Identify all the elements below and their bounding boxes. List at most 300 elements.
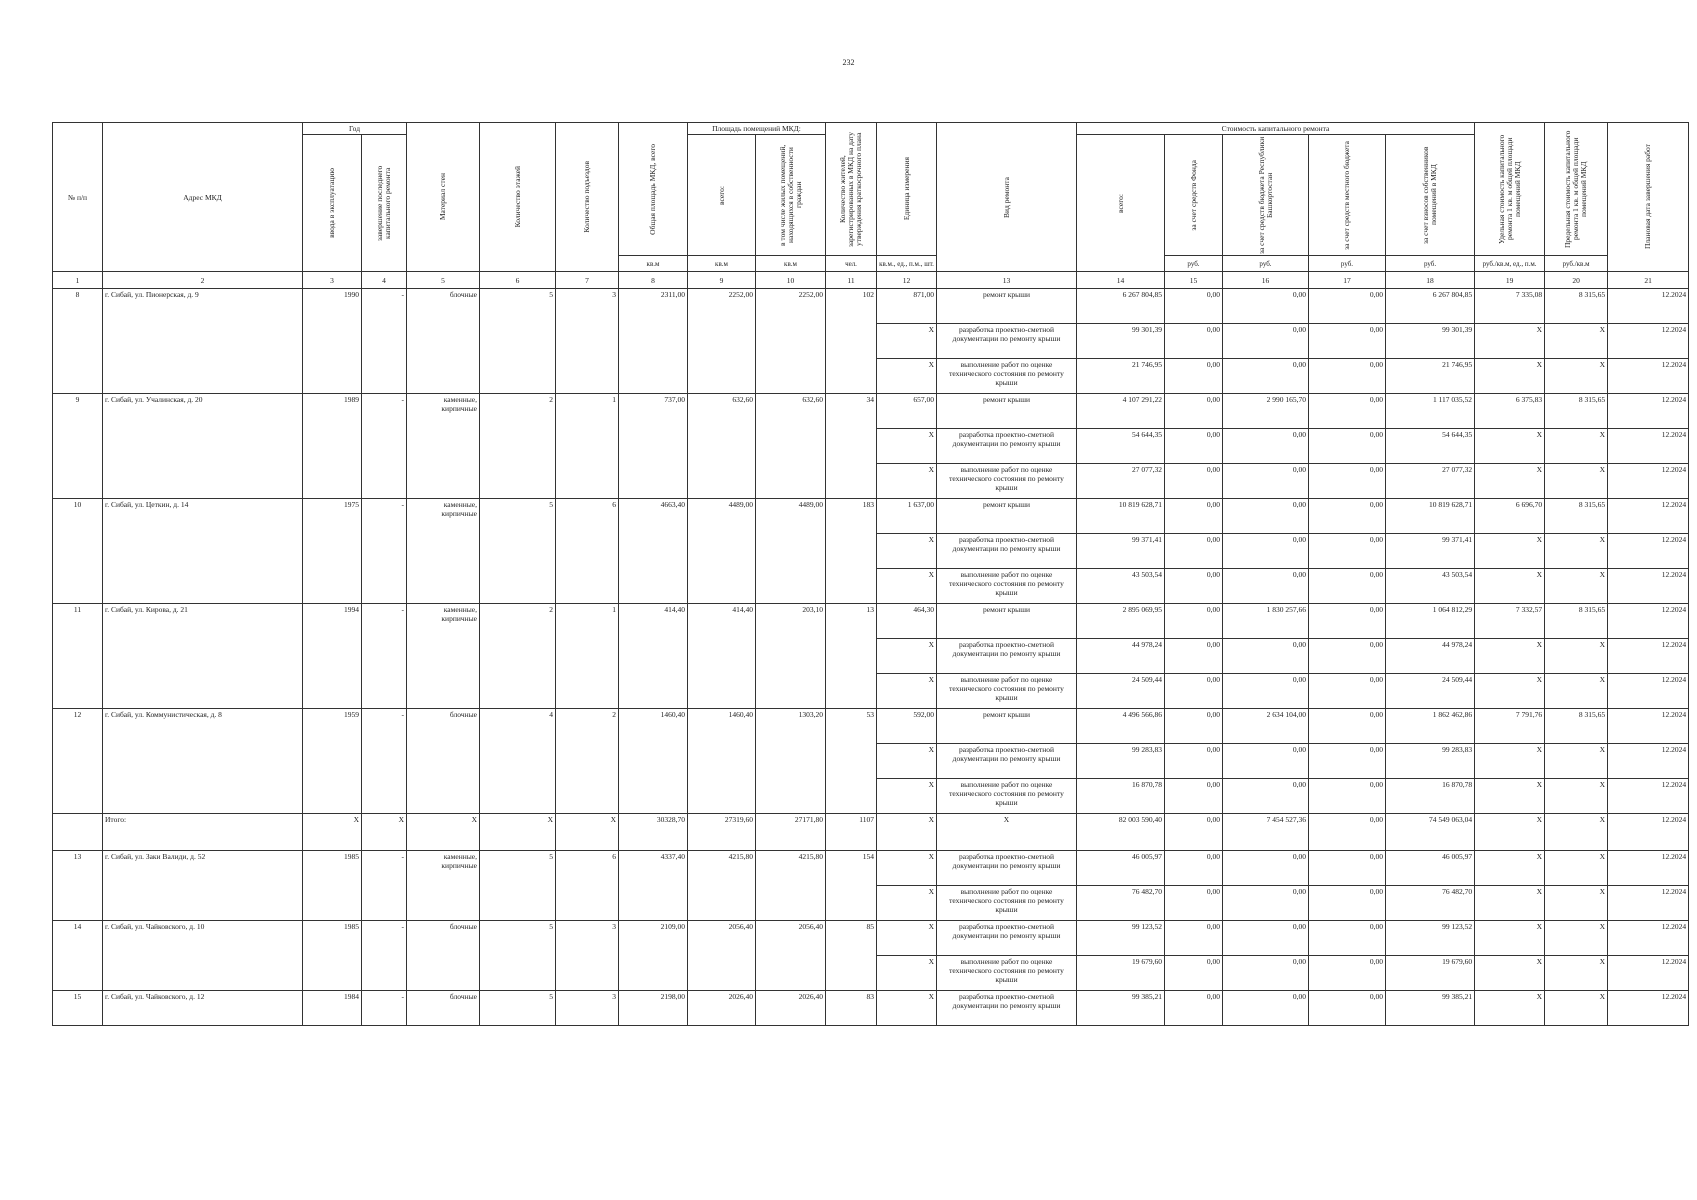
entrances-cell: 3: [556, 289, 619, 394]
cost-local-cell: 0,00: [1309, 429, 1386, 464]
header-year-last-repair: завершение последнего капитального ремонта: [362, 135, 407, 272]
work-type-cell: разработка проектно-сметной документации по ремонту крыши: [937, 534, 1077, 569]
work-type-cell: выполнение работ по оценке технического состояния по ремонту крыши: [937, 956, 1077, 991]
total-total-cell: 82 003 590,40: [1077, 814, 1165, 851]
entrances-cell: 6: [556, 851, 619, 921]
total-area-cell: 4337,40: [619, 851, 688, 921]
total-area-cell: 1460,40: [619, 709, 688, 814]
cost-owners-cell: 1 862 462,86: [1386, 709, 1475, 744]
wall-material-cell: каменные, кирпичные: [407, 394, 480, 499]
cost-republic-cell: 0,00: [1223, 921, 1309, 956]
row-number: 14: [53, 921, 103, 991]
year-commission-cell: 1985: [303, 921, 362, 991]
max-cost-cell: X: [1545, 569, 1608, 604]
residents-cell: 53: [826, 709, 877, 814]
column-number: 17: [1309, 272, 1386, 289]
unit-value-cell: X: [877, 359, 937, 394]
unit-label: руб./кв.м, ед., п.м.: [1475, 256, 1545, 272]
cost-total-cell: 21 746,95: [1077, 359, 1165, 394]
header-cost-group: Стоимость капитального ремонта: [1077, 123, 1475, 135]
cost-fund-cell: 0,00: [1165, 534, 1223, 569]
total-local-cell: 0,00: [1309, 814, 1386, 851]
unit-value-cell: X: [877, 639, 937, 674]
unit-value-cell: X: [877, 921, 937, 956]
work-type-cell: ремонт крыши: [937, 709, 1077, 744]
work-type-cell: выполнение работ по оценке технического состояния по ремонту крыши: [937, 886, 1077, 921]
deadline-cell: 12.2024: [1608, 709, 1689, 744]
header-entrances: Количество подъездов: [556, 123, 619, 272]
header-deadline: Плановая дата завершения работ: [1608, 123, 1689, 272]
address-cell: г. Сибай, ул. Чайковского, д. 12: [103, 991, 303, 1026]
year-commission-cell: 1989: [303, 394, 362, 499]
row-number: [53, 814, 103, 851]
header-work-type: Вид ремонта: [937, 123, 1077, 272]
page-number: 232: [842, 58, 855, 67]
unit-value-cell: 871,00: [877, 289, 937, 324]
cost-owners-cell: 24 509,44: [1386, 674, 1475, 709]
max-cost-cell: X: [1545, 886, 1608, 921]
address-cell: г. Сибай, ул. Чайковского, д. 10: [103, 921, 303, 991]
unit-value-cell: 1 637,00: [877, 499, 937, 534]
column-number: 11: [826, 272, 877, 289]
cost-local-cell: 0,00: [1309, 394, 1386, 429]
total-floors-cell: X: [480, 814, 556, 851]
premises-owned-cell: 2252,00: [756, 289, 826, 394]
header-year-group: Год: [303, 123, 407, 135]
max-cost-cell: X: [1545, 464, 1608, 499]
work-type-cell: разработка проектно-сметной документации по ремонту крыши: [937, 991, 1077, 1026]
unit-value-cell: X: [877, 991, 937, 1026]
residents-cell: 83: [826, 991, 877, 1026]
cost-republic-cell: 0,00: [1223, 956, 1309, 991]
unit-cost-cell: X: [1475, 359, 1545, 394]
cost-local-cell: 0,00: [1309, 709, 1386, 744]
total-unit-cell: X: [877, 814, 937, 851]
cost-fund-cell: 0,00: [1165, 324, 1223, 359]
deadline-cell: 12.2024: [1608, 534, 1689, 569]
cost-local-cell: 0,00: [1309, 534, 1386, 569]
cost-fund-cell: 0,00: [1165, 604, 1223, 639]
max-cost-cell: X: [1545, 991, 1608, 1026]
column-number: 7: [556, 272, 619, 289]
table-row: [53, 991, 1689, 1026]
cost-republic-cell: 0,00: [1223, 851, 1309, 886]
column-number: 20: [1545, 272, 1608, 289]
residents-cell: 154: [826, 851, 877, 921]
row-number: 15: [53, 991, 103, 1026]
total-material-cell: X: [407, 814, 480, 851]
cost-owners-cell: 46 005,97: [1386, 851, 1475, 886]
work-type-cell: выполнение работ по оценке технического состояния по ремонту крыши: [937, 464, 1077, 499]
row-number: 9: [53, 394, 103, 499]
entrances-cell: 3: [556, 991, 619, 1026]
entrances-cell: 2: [556, 709, 619, 814]
cost-total-cell: 44 978,24: [1077, 639, 1165, 674]
total-last-cell: X: [362, 814, 407, 851]
year-last-repair-cell: -: [362, 499, 407, 604]
premises-owned-cell: 632,60: [756, 394, 826, 499]
year-last-repair-cell: -: [362, 851, 407, 921]
unit-value-cell: X: [877, 779, 937, 814]
unit-value-cell: X: [877, 674, 937, 709]
address-cell: г. Сибай, ул. Заки Валиди, д. 52: [103, 851, 303, 921]
total-ucost-cell: X: [1475, 814, 1545, 851]
header-address: Адрес МКД: [103, 123, 303, 272]
total-label: Итого:: [103, 814, 303, 851]
header-cost-owners: за счет взносов собственников помещений в МКД: [1386, 135, 1475, 256]
unit-cost-cell: 7 332,57: [1475, 604, 1545, 639]
max-cost-cell: X: [1545, 324, 1608, 359]
cost-local-cell: 0,00: [1309, 324, 1386, 359]
cost-fund-cell: 0,00: [1165, 499, 1223, 534]
work-type-cell: разработка проектно-сметной документации по ремонту крыши: [937, 744, 1077, 779]
unit-cost-cell: X: [1475, 534, 1545, 569]
max-cost-cell: X: [1545, 779, 1608, 814]
residents-cell: 34: [826, 394, 877, 499]
cost-republic-cell: 0,00: [1223, 534, 1309, 569]
deadline-cell: 12.2024: [1608, 604, 1689, 639]
premises-total-cell: 632,60: [688, 394, 756, 499]
floors-cell: 5: [480, 499, 556, 604]
cost-fund-cell: 0,00: [1165, 991, 1223, 1026]
cost-local-cell: 0,00: [1309, 569, 1386, 604]
table-row: [53, 499, 1689, 534]
cost-owners-cell: 54 644,35: [1386, 429, 1475, 464]
floors-cell: 4: [480, 709, 556, 814]
address-cell: г. Сибай, ул. Коммунистическая, д. 8: [103, 709, 303, 814]
total-area-cell: 4663,40: [619, 499, 688, 604]
header-cost-local: за счет средств местного бюджета: [1309, 135, 1386, 256]
work-type-cell: ремонт крыши: [937, 289, 1077, 324]
header-residents: Количество жителей, зарегистрированных в МКД на дату утверждения краткосрочного плана: [826, 123, 877, 256]
work-type-cell: выполнение работ по оценке технического состояния по ремонту крыши: [937, 674, 1077, 709]
cost-local-cell: 0,00: [1309, 464, 1386, 499]
premises-total-cell: 2252,00: [688, 289, 756, 394]
wall-material-cell: блочные: [407, 921, 480, 991]
column-number: 2: [103, 272, 303, 289]
cost-republic-cell: 2 634 104,00: [1223, 709, 1309, 744]
deadline-cell: 12.2024: [1608, 991, 1689, 1026]
cost-owners-cell: 99 301,39: [1386, 324, 1475, 359]
work-type-cell: разработка проектно-сметной документации по ремонту крыши: [937, 921, 1077, 956]
column-number: 4: [362, 272, 407, 289]
row-number: 10: [53, 499, 103, 604]
cost-total-cell: 4 496 566,86: [1077, 709, 1165, 744]
year-last-repair-cell: -: [362, 604, 407, 709]
table-row: [53, 851, 1689, 886]
work-type-cell: выполнение работ по оценке технического состояния по ремонту крыши: [937, 569, 1077, 604]
year-commission-cell: 1984: [303, 991, 362, 1026]
entrances-cell: 3: [556, 921, 619, 991]
cost-local-cell: 0,00: [1309, 359, 1386, 394]
cost-republic-cell: 0,00: [1223, 991, 1309, 1026]
floors-cell: 5: [480, 851, 556, 921]
unit-cost-cell: X: [1475, 429, 1545, 464]
cost-total-cell: 2 895 069,95: [1077, 604, 1165, 639]
cost-total-cell: 27 077,32: [1077, 464, 1165, 499]
header-max-cost: Предельная стоимость капитального ремонта 1 кв. м общей площади помещений МКД: [1545, 123, 1608, 256]
unit-cost-cell: X: [1475, 744, 1545, 779]
deadline-cell: 12.2024: [1608, 429, 1689, 464]
row-number: 12: [53, 709, 103, 814]
year-last-repair-cell: -: [362, 289, 407, 394]
unit-label: руб./кв.м: [1545, 256, 1608, 272]
unit-value-cell: X: [877, 569, 937, 604]
unit-label: кв.м: [756, 256, 826, 272]
cost-fund-cell: 0,00: [1165, 956, 1223, 991]
deadline-cell: 12.2024: [1608, 886, 1689, 921]
column-number: 10: [756, 272, 826, 289]
address-cell: г. Сибай, ул. Учалинская, д. 20: [103, 394, 303, 499]
cost-republic-cell: 0,00: [1223, 499, 1309, 534]
unit-value-cell: X: [877, 744, 937, 779]
cost-republic-cell: 0,00: [1223, 886, 1309, 921]
unit-label: чел.: [826, 256, 877, 272]
work-type-cell: ремонт крыши: [937, 604, 1077, 639]
year-last-repair-cell: -: [362, 394, 407, 499]
premises-owned-cell: 2056,40: [756, 921, 826, 991]
cost-local-cell: 0,00: [1309, 744, 1386, 779]
residents-cell: 102: [826, 289, 877, 394]
cost-total-cell: 99 385,21: [1077, 991, 1165, 1026]
cost-total-cell: 16 870,78: [1077, 779, 1165, 814]
total-area-cell: 2198,00: [619, 991, 688, 1026]
floors-cell: 2: [480, 604, 556, 709]
total-area-cell: 2311,00: [619, 289, 688, 394]
max-cost-cell: 8 315,65: [1545, 289, 1608, 324]
header-total-area: Общая площадь МКД, всего: [619, 123, 688, 256]
unit-cost-cell: X: [1475, 921, 1545, 956]
cost-owners-cell: 6 267 804,85: [1386, 289, 1475, 324]
unit-value-cell: X: [877, 464, 937, 499]
cost-republic-cell: 0,00: [1223, 324, 1309, 359]
max-cost-cell: X: [1545, 429, 1608, 464]
unit-value-cell: X: [877, 324, 937, 359]
cost-total-cell: 10 819 628,71: [1077, 499, 1165, 534]
cost-owners-cell: 44 978,24: [1386, 639, 1475, 674]
max-cost-cell: X: [1545, 534, 1608, 569]
unit-label: руб.: [1386, 256, 1475, 272]
cost-fund-cell: 0,00: [1165, 851, 1223, 886]
max-cost-cell: X: [1545, 359, 1608, 394]
total-residents-cell: 1107: [826, 814, 877, 851]
work-type-cell: выполнение работ по оценке технического состояния по ремонту крыши: [937, 779, 1077, 814]
deadline-cell: 12.2024: [1608, 851, 1689, 886]
unit-cost-cell: X: [1475, 674, 1545, 709]
unit-value-cell: X: [877, 886, 937, 921]
cost-republic-cell: 2 990 165,70: [1223, 394, 1309, 429]
premises-owned-cell: 203,10: [756, 604, 826, 709]
cost-total-cell: 46 005,97: [1077, 851, 1165, 886]
total-area-cell: 30328,70: [619, 814, 688, 851]
residents-cell: 183: [826, 499, 877, 604]
work-type-cell: ремонт крыши: [937, 499, 1077, 534]
cost-fund-cell: 0,00: [1165, 464, 1223, 499]
unit-cost-cell: X: [1475, 639, 1545, 674]
cost-local-cell: 0,00: [1309, 779, 1386, 814]
unit-cost-cell: 6 375,83: [1475, 394, 1545, 429]
deadline-cell: 12.2024: [1608, 921, 1689, 956]
cost-fund-cell: 0,00: [1165, 289, 1223, 324]
cost-owners-cell: 99 283,83: [1386, 744, 1475, 779]
unit-label: руб.: [1165, 256, 1223, 272]
cost-fund-cell: 0,00: [1165, 674, 1223, 709]
premises-owned-cell: 4215,80: [756, 851, 826, 921]
deadline-cell: 12.2024: [1608, 569, 1689, 604]
cost-fund-cell: 0,00: [1165, 359, 1223, 394]
column-number: 9: [688, 272, 756, 289]
cost-total-cell: 54 644,35: [1077, 429, 1165, 464]
column-number: 19: [1475, 272, 1545, 289]
header-unit: Единица измерения: [877, 123, 937, 256]
max-cost-cell: X: [1545, 674, 1608, 709]
total-entrances-cell: X: [556, 814, 619, 851]
cost-total-cell: 99 301,39: [1077, 324, 1165, 359]
row-number: 13: [53, 851, 103, 921]
deadline-cell: 12.2024: [1608, 324, 1689, 359]
table-row: [53, 709, 1689, 744]
total-owners-cell: 74 549 063,04: [1386, 814, 1475, 851]
unit-value-cell: X: [877, 534, 937, 569]
column-number: 13: [937, 272, 1077, 289]
wall-material-cell: каменные, кирпичные: [407, 499, 480, 604]
cost-owners-cell: 99 385,21: [1386, 991, 1475, 1026]
floors-cell: 5: [480, 921, 556, 991]
cost-local-cell: 0,00: [1309, 991, 1386, 1026]
total-type-cell: X: [937, 814, 1077, 851]
header-cost-total: всего:: [1077, 135, 1165, 272]
cost-republic-cell: 0,00: [1223, 464, 1309, 499]
address-cell: г. Сибай, ул. Кирова, д. 21: [103, 604, 303, 709]
cost-total-cell: 99 283,83: [1077, 744, 1165, 779]
floors-cell: 2: [480, 394, 556, 499]
cost-fund-cell: 0,00: [1165, 709, 1223, 744]
entrances-cell: 1: [556, 604, 619, 709]
premises-total-cell: 1460,40: [688, 709, 756, 814]
cost-owners-cell: 1 064 812,29: [1386, 604, 1475, 639]
cost-owners-cell: 99 371,41: [1386, 534, 1475, 569]
total-area-cell: 414,40: [619, 604, 688, 709]
cost-republic-cell: 0,00: [1223, 569, 1309, 604]
year-last-repair-cell: -: [362, 921, 407, 991]
unit-cost-cell: X: [1475, 991, 1545, 1026]
total-year-cell: X: [303, 814, 362, 851]
cost-total-cell: 99 371,41: [1077, 534, 1165, 569]
cost-owners-cell: 27 077,32: [1386, 464, 1475, 499]
cost-fund-cell: 0,00: [1165, 429, 1223, 464]
unit-label: руб.: [1223, 256, 1309, 272]
header-unit-cost: Удельная стоимость капитального ремонта 1 кв. м общей площади помещений МКД: [1475, 123, 1545, 256]
unit-label: кв.м: [619, 256, 688, 272]
cost-local-cell: 0,00: [1309, 851, 1386, 886]
unit-cost-cell: X: [1475, 569, 1545, 604]
header-floors: Количество этажей: [480, 123, 556, 272]
max-cost-cell: X: [1545, 956, 1608, 991]
work-type-cell: ремонт крыши: [937, 394, 1077, 429]
cost-owners-cell: 43 503,54: [1386, 569, 1475, 604]
row-number: 8: [53, 289, 103, 394]
max-cost-cell: X: [1545, 921, 1608, 956]
column-number: 5: [407, 272, 480, 289]
deadline-cell: 12.2024: [1608, 394, 1689, 429]
cost-republic-cell: 0,00: [1223, 744, 1309, 779]
cost-total-cell: 4 107 291,22: [1077, 394, 1165, 429]
cost-total-cell: 19 679,60: [1077, 956, 1165, 991]
total-rep-cell: 7 454 527,36: [1223, 814, 1309, 851]
unit-label: кв.м., ед., п.м., шт.: [877, 256, 937, 272]
table-row: [53, 604, 1689, 639]
deadline-cell: 12.2024: [1608, 744, 1689, 779]
unit-cost-cell: X: [1475, 886, 1545, 921]
max-cost-cell: 8 315,65: [1545, 709, 1608, 744]
cost-owners-cell: 19 679,60: [1386, 956, 1475, 991]
cost-local-cell: 0,00: [1309, 499, 1386, 534]
year-commission-cell: 1990: [303, 289, 362, 394]
column-number: 21: [1608, 272, 1689, 289]
cost-total-cell: 76 482,70: [1077, 886, 1165, 921]
total-date-cell: 12.2024: [1608, 814, 1689, 851]
unit-value-cell: X: [877, 956, 937, 991]
cost-fund-cell: 0,00: [1165, 921, 1223, 956]
unit-value-cell: 657,00: [877, 394, 937, 429]
unit-cost-cell: 7 335,08: [1475, 289, 1545, 324]
year-commission-cell: 1994: [303, 604, 362, 709]
address-cell: г. Сибай, ул. Пионерская, д. 9: [103, 289, 303, 394]
unit-value-cell: 464,30: [877, 604, 937, 639]
cost-local-cell: 0,00: [1309, 604, 1386, 639]
unit-value-cell: 592,00: [877, 709, 937, 744]
cost-owners-cell: 1 117 035,52: [1386, 394, 1475, 429]
header-n: № п/п: [53, 123, 103, 272]
entrances-cell: 1: [556, 394, 619, 499]
floors-cell: 5: [480, 289, 556, 394]
max-cost-cell: X: [1545, 851, 1608, 886]
wall-material-cell: каменные, кирпичные: [407, 604, 480, 709]
header-premises-total: всего:: [688, 135, 756, 256]
premises-total-cell: 4489,00: [688, 499, 756, 604]
cost-local-cell: 0,00: [1309, 639, 1386, 674]
cost-total-cell: 24 509,44: [1077, 674, 1165, 709]
header-premises-owned: в том числе жилых помещений, находящихся в собственности граждан: [756, 135, 826, 256]
header-premises-group: Площадь помещений МКД:: [688, 123, 826, 135]
cost-local-cell: 0,00: [1309, 674, 1386, 709]
cost-fund-cell: 0,00: [1165, 779, 1223, 814]
header-cost-fund: за счет средств Фонда: [1165, 135, 1223, 256]
cost-local-cell: 0,00: [1309, 956, 1386, 991]
cost-total-cell: 6 267 804,85: [1077, 289, 1165, 324]
cost-owners-cell: 76 482,70: [1386, 886, 1475, 921]
column-number: 14: [1077, 272, 1165, 289]
header-wall-material: Материал стен: [407, 123, 480, 272]
cost-fund-cell: 0,00: [1165, 886, 1223, 921]
work-type-cell: разработка проектно-сметной документации по ремонту крыши: [937, 851, 1077, 886]
work-type-cell: разработка проектно-сметной документации по ремонту крыши: [937, 429, 1077, 464]
max-cost-cell: X: [1545, 744, 1608, 779]
deadline-cell: 12.2024: [1608, 499, 1689, 534]
year-commission-cell: 1985: [303, 851, 362, 921]
entrances-cell: 6: [556, 499, 619, 604]
unit-cost-cell: X: [1475, 324, 1545, 359]
work-type-cell: разработка проектно-сметной документации по ремонту крыши: [937, 324, 1077, 359]
table-row: [53, 394, 1689, 429]
deadline-cell: 12.2024: [1608, 956, 1689, 991]
cost-local-cell: 0,00: [1309, 289, 1386, 324]
total-area-cell: 737,00: [619, 394, 688, 499]
total-row: [53, 814, 1689, 851]
column-number: 15: [1165, 272, 1223, 289]
cost-total-cell: 43 503,54: [1077, 569, 1165, 604]
max-cost-cell: X: [1545, 639, 1608, 674]
